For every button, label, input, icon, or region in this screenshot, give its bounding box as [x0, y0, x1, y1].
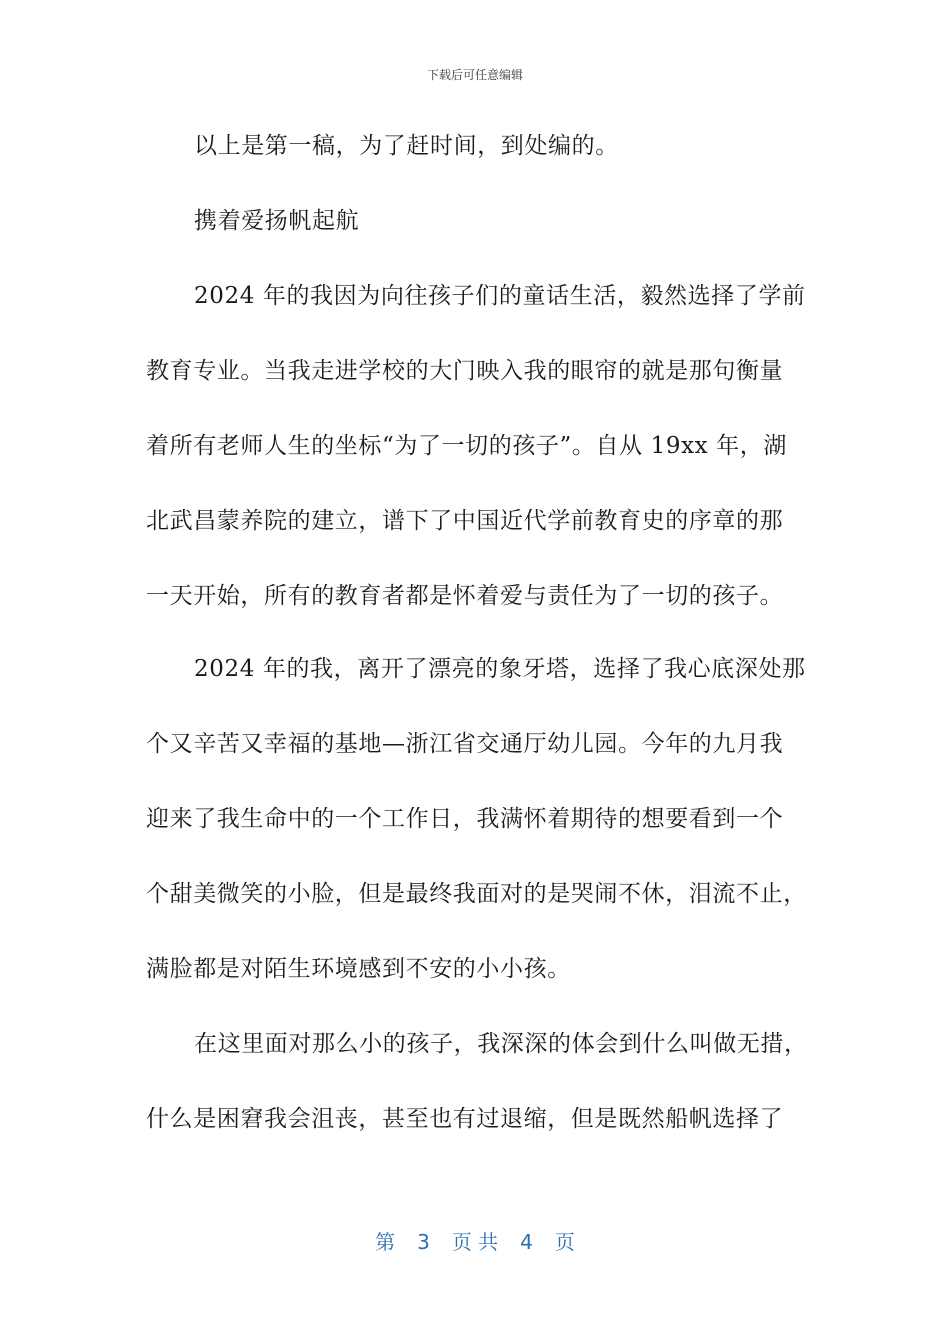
page-header: 下载后可任意编辑	[426, 68, 523, 82]
section-title: 携着爱扬帆起航	[194, 208, 360, 234]
paragraph-line: 着所有老师人生的坐标“为了一切的孩子”。自从 19xx 年，湖	[146, 433, 787, 459]
paragraph-line: 个甜美微笑的小脸，但是最终我面对的是哭闹不休，泪流不止，	[146, 881, 807, 907]
paragraph-line: 个又辛苦又幸福的基地—浙江省交通厅幼儿园。今年的九月我	[146, 731, 784, 757]
paragraph-line: 满脸都是对陌生环境感到不安的小小孩。	[146, 956, 571, 982]
paragraph-line: 2024 年的我，离开了漂亮的象牙塔，选择了我心底深处那	[194, 656, 806, 682]
paragraph-line: 2024 年的我因为向往孩子们的童话生活，毅然选择了学前	[194, 283, 806, 309]
paragraph-line: 以上是第一稿，为了赶时间，到处编的。	[194, 133, 619, 159]
current-page-number: 3	[417, 1230, 430, 1254]
footer-suffix: 页	[554, 1230, 575, 1254]
paragraph-line: 北武昌蒙养院的建立，谱下了中国近代学前教育史的序章的那	[146, 508, 784, 534]
page-footer	[0, 1226, 950, 1255]
paragraph-line: 什么是困窘我会沮丧，甚至也有过退缩，但是既然船帆选择了	[146, 1106, 784, 1132]
paragraph-line: 一天开始，所有的教育者都是怀着爱与责任为了一切的孩子。	[146, 583, 784, 609]
footer-prefix: 第	[375, 1230, 396, 1254]
footer-middle: 页 共	[451, 1230, 499, 1254]
total-pages-number: 4	[520, 1230, 533, 1254]
paragraph-line: 迎来了我生命中的一个工作日，我满怀着期待的想要看到一个	[146, 806, 784, 832]
paragraph-line: 教育专业。当我走进学校的大门映入我的眼帘的就是那句衡量	[146, 358, 784, 384]
paragraph-line: 在这里面对那么小的孩子，我深深的体会到什么叫做无措，	[194, 1031, 808, 1057]
